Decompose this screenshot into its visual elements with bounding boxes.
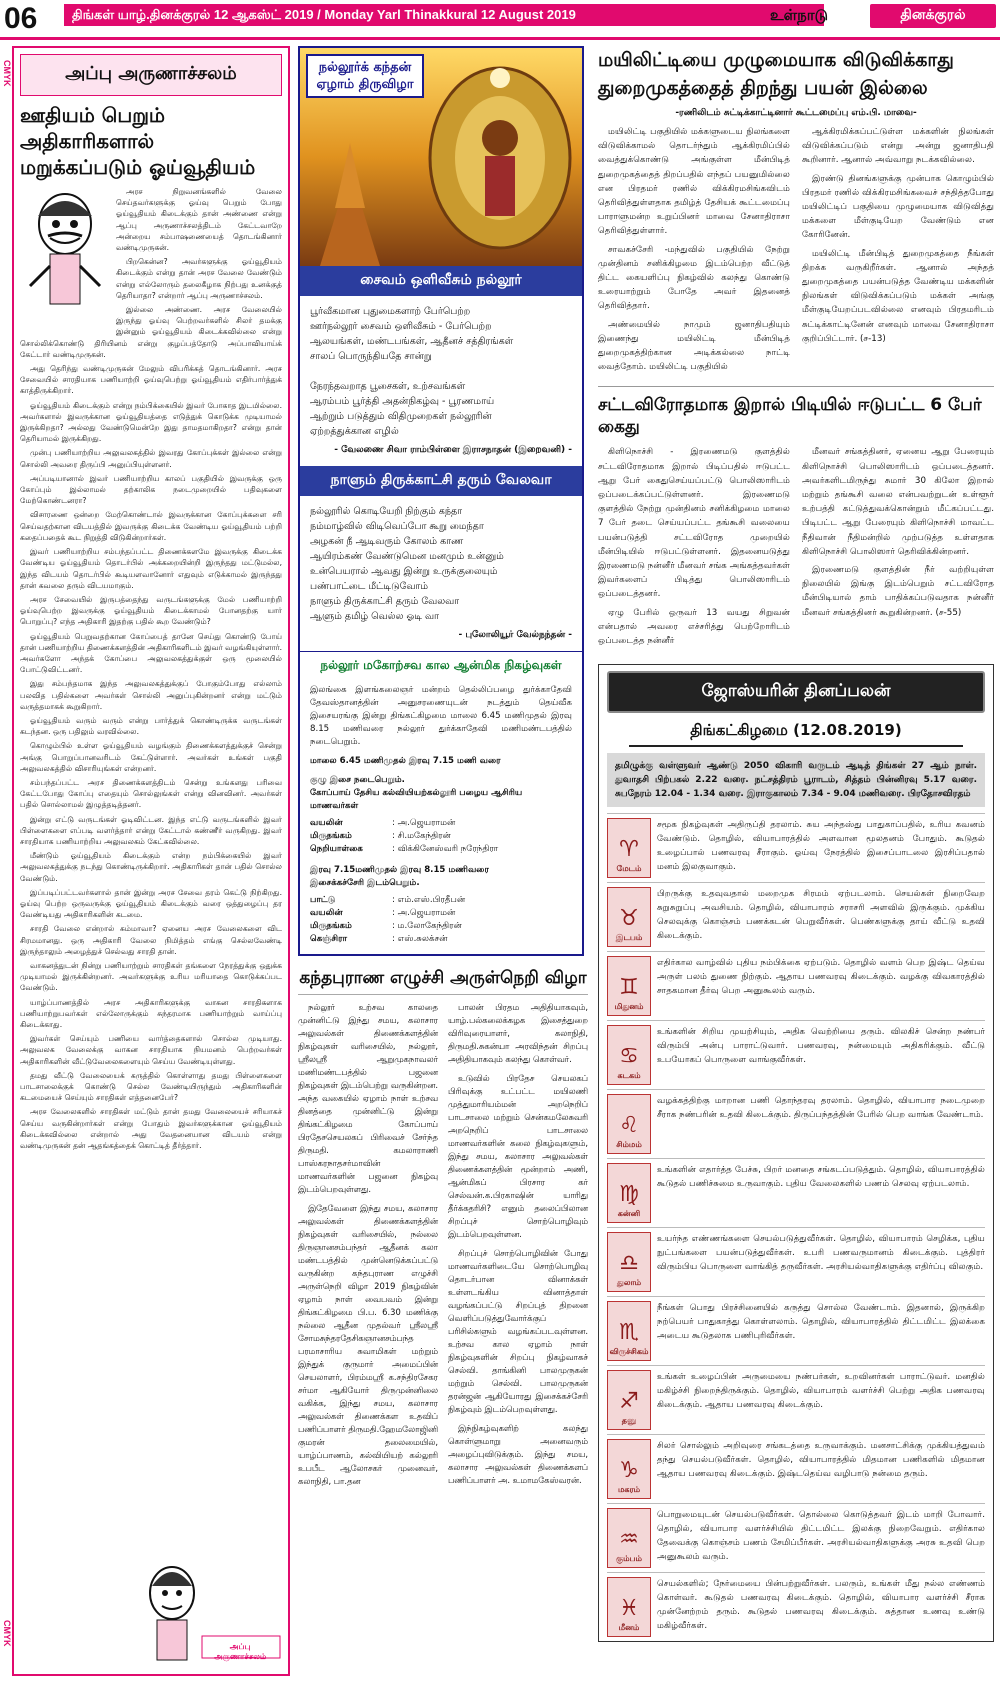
zodiac-icon: ♊ மிதுனம்: [607, 956, 651, 1016]
dateline-strip: திங்கள் யாழ்.தினக்குரல் 12 ஆகஸ்ட் 2019 / Monday Yarl Thinakkural 12 August 2019: [64, 4, 824, 26]
performer-role: வயலின்: [310, 818, 343, 828]
poem-line: நேரந்தவறாத பூசைகள், உற்சவங்கள்: [310, 381, 466, 392]
rasi-name: தனு: [621, 1416, 637, 1426]
kanda-paragraph: பாலன் பிரதம அதிதியாகவும், யாழ்.பல்கலைக்கழக இசைத்துறை விரிவுரையாளர், கலாநிதி, திருமதி.சுகன்யா அரவிந்தன் சிறப்பு அதிதியாகவும் கலந்து கொள்வர்.: [448, 1002, 588, 1064]
performer-role: நெறியாள்கை: [310, 844, 363, 854]
opinion-paragraph: இப்படிப்பட்டவர்களால் தான் இன்று அரச சேவை தரம் கெட்டு நிற்கிறது. ஓய்வு பெற்ற ஒருவருக்கு ஓய்வூதியம் கிடைக்கும் வரை ஒத்துழைப்பு தர வேண்டியது அதிகாரிகளின் கடமை.: [20, 887, 282, 920]
performer-row: [310, 894, 572, 907]
performer-name: : எஸ்.சுலக்சன்: [392, 934, 448, 944]
arrest-headline: சட்டவிரோதமாக இறால் பிடியில் ஈடுபட்ட 6 பேர் கைது: [598, 395, 982, 438]
rasi-prediction: சிலர் சொல்லும் அறிவுரை சங்கடத்தை உருவாக்கும். மனசாட்சிக்கு முக்கியத்துவம் தந்து செயல்படுவீர்கள். தொழில், வியாபாரத்தில் மிதமான பணிகளில் மிதமான ஆதாய பணவரவு கிடைக்கும். இஷ்டதெய்வ வழிபாடு நன்மை தரும்.: [657, 1441, 985, 1480]
rasi-name: மகரம்: [617, 1485, 641, 1495]
rasi-name: மிதுனம்: [614, 1002, 644, 1012]
rasi-name: கும்பம்: [616, 1554, 642, 1564]
rasi-row: [607, 1020, 985, 1089]
rasi-name: சிம்மம்: [616, 1140, 642, 1150]
mailitti-paragraph: அண்மையில் நாமும் ஜனாதிபதியும் இணைந்து மயிலிட்டி மீன்பிடித் துறைமுகத்திற்கான அடிக்கல்லை நாட்டி வைத்தோம். மயிலிட்டி பகுதியில்: [598, 319, 790, 373]
arrest-paragraph: ஏழு பேரில் ஒருவர் 13 வயது சிறுவன் என்பதால் அவரை எச்சரித்து பெற்றோரிடம் ஒப்படைத்த நன்னீர்: [598, 607, 790, 647]
poem-line: நாளும் திருக்காட்சி தரும் வேலவா: [310, 596, 460, 607]
arrest-paragraph: மீனவர் சங்கத்தினர், ஏனைய ஆறு பேரையும் கிளிநொச்சி பொலிஸாரிடம் ஒப்படைத்தனர். அவர்களிடமிருந்து சுமார் 30 கிலோ இறால் மற்றும் தங்கூசி வலை என்பவற்றுடன் உள்ளூர் உற்பத்தி கட்டுத்துவக்கொன்றும் மீட்கப்பட்டது. பிடிபட்ட ஆறு பேரையும் கிளிநொச்சி மாவட்ட நீதிவான் நீதிமன்றில் முற்படுத்த உள்ளதாக கிளிநொச்சி பொலிஸார் தெரிவிக்கின்றனர்.: [802, 447, 994, 557]
horoscope-day: திங்கட்கிழமை (12.08.2019): [629, 717, 963, 747]
zodiac-icon: ♉ இடபம்: [607, 887, 651, 947]
zodiac-icon: ♑ மகரம்: [607, 1439, 651, 1499]
performer-row: [310, 920, 572, 933]
kanda-paragraph: சிறப்புச் சொற்பொழிவின் போது மாணவர்களிடையே சொற்பொழிவு தொடர்பான வினாக்கள் உள்ளடங்கிய வினாத்தாள் வழங்கப்பட்டு சிறப்புத் திறனை வெளிப்படுத்துவோர்க்குப் பரிசில்களும் வழங்கப்படவுள்ளன. உற்சவ கால ஏழாம் நாள் நிகழ்வுகளின் சிறப்பு நிகழ்வாகச் செல்வி. தாங்கினி பாலமுருகன் மற்றும் செல்வி. பாலமுருகன் தரன்ஜன் ஆகியோரது இசைக்கச்சேரி நிகழ்வும் இடம்பெறவுள்ளது.: [448, 1248, 588, 1414]
opinion-column: [12, 46, 290, 1676]
cmyk-mark-bottom: CMYK: [2, 1620, 12, 1647]
performer-row: [310, 933, 572, 946]
rasi-prediction: பிறருக்கு உதவுவதால் மறைமுக சிரமம் ஏற்படலாம். செயல்கள் நிறைவேற சுறுசுறுப்பு அவசியம். தொழில், வியாபாரம் சராசரி அளவில் இருக்கும். முக்கிய செலவுக்கு கொஞ்சம் பணக்கடன் பெறுவீர்கள். பெண்களுக்கு தாய் வீட்டு உதவி கிடைக்கும்.: [657, 889, 985, 942]
zodiac-icon: ♏ விருச்சிகம்: [607, 1301, 651, 1361]
performer-role: மிருதங்கம்: [310, 921, 352, 931]
opinion-paragraph: இவர் பணியாற்றிய சம்பந்தப்பட்ட திணைக்களமே இவருக்கு கிடைக்க வேண்டிய ஓய்வூதியம் தொடர்பில் அக்கறையின்றி இருந்தது மட்டுமல்ல, இந்த விடயம் தொடர்பில் கூடியளவானோர் எதுவும் எடுக்காமல் இருந்தது தான் கவலை தரும் விடயமாகும்.: [20, 547, 282, 590]
poem-line: ஆயிரம்கண் வேண்டுமென மனமும் உன்னும்: [310, 551, 504, 562]
poem-line: ஆற்றும் படுத்தும் விதிமுறைகள் நல்லூரின்: [310, 411, 492, 422]
opinion-paragraph: விசாரணை ஒன்றை மேற்கொண்டால் இவருக்கான கோப்புக்களை சரி செய்வதற்கான விடயத்தில் இவருக்கு கிடைக்க வேண்டிய ஓய்வூதியம் பற்றி கதைப்பதைக் கூட நிறுத்தி விடுகின்றார்கள்.: [20, 510, 282, 542]
zodiac-icon: ♈ மேடம்: [607, 818, 651, 878]
opinion-paragraph: இல்லை அண்ணை. அரச வேலையில் இருந்து ஓய்வு பெற்றவர்களில் சிலர் தமக்கு இன்னும் ஓய்வூதியம் கிடைக்கவில்லை என்று சொல்லிக்கொண்டு திரியினம் என்று குழப்பத்தோடு அப்பாவியாய்க் கேட்டார் வண்டிமுருகன்.: [20, 305, 282, 359]
events-sub2: இசைக்கச்சேரி இடம்பெறும்.: [310, 878, 420, 888]
opinion-paragraph: அது தெரிந்து வண்டிமுருகன் மேலும் விபரிக்கத் தொடங்கினார். அரச சேவையில் சாரதியாக பணியாற்றி ஓய்வுபெற்று ஓய்வூதியம் எதிர்பார்த்துக் காத்திருக்கிறார்.: [20, 364, 282, 396]
rasi-name: மேடம்: [616, 864, 642, 874]
opinion-paragraph: முன்பு பணியாற்றிய அலுவலகத்தில் இவரது கோப்புக்கள் இல்லை என்று சொல்லி அவரை திருப்பி அனுப்பியுள்ளனர்.: [20, 448, 282, 469]
rasi-prediction: உயர்ந்த எண்ணங்களை செயல்படுத்துவீர்கள். தொழில், வியாபாரம் செழிக்க, புதிய நுட்பங்களை பயன்படுத்துவீர்கள். உபரி பணவருமானம் கிடைக்கும். புத்திரர் விரும்பிய பொருளை வாங்கித் தருவீர்கள். அரசியல்வாதிகளுக்கு எதிர்ப்பு விலகும்.: [657, 1234, 985, 1273]
rasi-prediction: வழக்கத்திற்கு மாறான பணி தொந்தரவு தரலாம். தொழில், வியாபார நடைமுறை சீராக நண்பரின் உதவி கிடைக்கும். திருப்பந்தத்தின் பேரில் பெற வாங்க வேண்டாம்.: [657, 1096, 985, 1121]
opinion-paragraph: அப்படியானால் இவர் பணியாற்றிய காலப் பகுதியில் இவருக்கு ஒரு கோப்பும் இல்லாமல் தற்காலிக நடைமுறையில் பதிவுகளை மேற்கொண்டனரா?: [20, 473, 282, 506]
page-header: [0, 0, 1000, 40]
poem2: [300, 496, 582, 651]
mailitti-paragraph: மயிலிட்டி மீன்பிடித் துறைமுகத்தை நீங்கள் திறக்க வருகிறீர்கள். ஆனால் அந்தத் துறைமுகத்தை பயன்படுத்த வேண்டிய மக்களின் நிலங்கள் விடுவிக்கப்படும் மக்கள் அங்கு மீள்குடியேறப்படவில்லை எனவும் பிரதமரிடம் சுட்டிக்காட்டினேன் எனவும் மாவை சேனாதிராசா குறிப்பிட்டார். (ச-13): [802, 248, 994, 344]
kanda-article: [298, 1001, 588, 1494]
column-banner: அப்பு அருணாச்சலம்: [20, 54, 282, 96]
performer-name: : ம.லோகேந்திரன்: [392, 921, 462, 931]
rasi-prediction: எதிர்கால வாழ்வில் புதிய நம்பிக்கை ஏற்படும். தொழில் வளம் பெற இஷ்ட தெய்வ அருள் பலம் துணை நிற்கும். ஆதாய பணவரவு கிடைக்கும். வழக்கு விவகாரத்தில் சாதகமான தீர்வு பெற அனுகூலம் வரும்.: [657, 958, 985, 997]
rasi-name: மீனம்: [618, 1623, 640, 1633]
rasi-prediction: உங்களின் எதார்த்த பேச்சு, பிறர் மனதை சங்கடப்படுத்தும். தொழில், வியாபாரத்தில் கூடுதல் பணிச்சுமை உருவாகும். புதிய வேலைகளில் பணம் செலவு ஏற்படலாம்.: [657, 1165, 985, 1190]
mailitti-article: [598, 125, 994, 378]
poem-line: ஆளும் தமிழ் வெல்ல ஓடி வா: [310, 611, 440, 622]
signature-text: அப்பு அருணாச்சலம்: [213, 1642, 267, 1661]
zodiac-icon: ♒ கும்பம்: [607, 1508, 651, 1568]
rasi-name: துலாம்: [616, 1278, 642, 1288]
page-number: 06: [4, 2, 38, 35]
poem-line: ஊர்நல்லூர் சைவம் ஒளிவீசும் - பேர்பெற்ற: [310, 321, 492, 332]
opinion-body: [20, 186, 282, 1151]
opinion-paragraph: ஓய்வூதியம் பெறுவதற்கான கோப்பைத் தானே செய்து கொண்டு போய் தான் பணியாற்றிய திணைக்களத்தின் அதிகாரிகளிடம் இவர் வழங்கியுள்ளார். அவர்களோ அந்தக் கோப்பை அலுவலகத்துக்குள் ஒரு மூலையில் போட்டுவிட்டனர்.: [20, 631, 282, 675]
kanda-headline: கந்தபுராண எழுச்சி அருள்நெறி விழா: [298, 968, 588, 995]
opinion-paragraph: பிறகென்ன? அவர்களுக்கு ஓய்வூதியம் கிடைக்கும் என்று தான் அரச வேலை வேண்டும் என்று எல்லோரும் தலைகீழாக நிற்பது உனக்குத் தெரியாதா? என்றார் ஆப்பு அருணாச்சலம்.: [116, 257, 282, 300]
performer-name: : அ.ஜெயராமன்: [392, 908, 456, 918]
opinion-paragraph: சம்பந்தப்பட்ட அரச திணைக்களத்திடம் சென்று உங்களது பரிவை கேட்டபோது கோப்பு எதையும் சொல்லுங்கள் என்று வினவினர். அவர்கள் பதில் சொல்லாமல் இழுத்தடித்தனர்.: [20, 777, 282, 810]
rasi-row: [607, 1227, 985, 1296]
poem-line: ஆலயங்கள், மண்டபங்கள், ஆதீனச் சத்திரங்கள்: [310, 336, 514, 347]
divider: [598, 386, 994, 387]
rasi-row: [607, 1434, 985, 1503]
poem2-credit: - புலோலியூர் வேல்நந்தன் -: [458, 630, 572, 640]
mailitti-headline: மயிலிட்டியை முழுமையாக விடுவிக்காது துறைமுகத்தைத் திறந்து பயன் இல்லை: [598, 49, 954, 99]
opinion-paragraph: ஓய்வூதியம் கிடைக்கும் என்று நம்பிக்கையில் இவர் போகாத இடமில்லை. அவர்களால் இவருக்கான ஓய்வூதியத்தை எடுத்துக் கொடுக்க முடியாமல் இருக்கிறதா? அல்லது வேண்டுமென்றே இது தாமதமாகிறதா? என்று தான் தெரியாமல் இருக்கிறது.: [20, 400, 282, 444]
poem-line: நல்லூரில் கொடியேறி நிற்கும் கந்தா: [310, 506, 463, 517]
rasi-prediction: பொறுமையுடன் செயல்படுவீர்கள். தொல்லை கொடுத்தவர் இடம் மாறி போவார். தொழில், வியாபார வளர்ச்சியில் திட்டமிட்ட இலக்கு நிறைவேறும். எதிர்கால தேவைக்கு கொஞ்சம் பணம் சேமிப்பீர்கள். அரசியல்வாதிகளுக்கு அரசு உதவி பெற அனுகூலம் வரும்.: [657, 1510, 985, 1563]
cartoon-illustration: [20, 186, 110, 326]
rasi-prediction: சமூக நிகழ்வுகள் அதிருப்தி தரலாம். சுய அந்தஸ்து பாதுகாப்பதில், உரிய கவனம் வேண்டும். தொழில், வியாபாரத்தில் அளவான மூலதனம் போதும். கூடுதல் உழைப்பால் பணவரவு சீராகும். ஓய்வு நேரத்தில் இசைப்பாடலை இரசிப்பதால் மனம் இலகுவாகும்.: [657, 820, 985, 873]
zodiac-icon: ♌ சிம்மம்: [607, 1094, 651, 1154]
performer-row: [310, 907, 572, 920]
horoscope-box: [598, 664, 994, 1642]
temple-photo: [300, 48, 582, 266]
performer-role: வயலின்: [310, 908, 343, 918]
middle-column: [298, 46, 588, 1494]
opinion-paragraph: ஓய்வூதியம் வரும் வரும் என்று பார்த்துக் கொண்டிருக்க வருடங்கள் கடந்தன. ஒரு பதிலும் வரவில்லை.: [20, 715, 282, 737]
opinion-paragraph: அரச வேலைகளில் சாரதிகள் மட்டும் தான் தமது வேலையைச் சரியாகச் செய்ய வருகின்றார்கள் என்று போதும் இவர்களுக்கான ஓய்வூதியம் கிடைக்கவில்லை என்றால் அது வேதனையான விடயம் என்று வண்டிமுருகன் தன் ஆதங்கத்தைக் கொட்டித் தீர்த்தார்.: [20, 1107, 282, 1151]
performer-row: [310, 817, 572, 830]
panchang-info: தமிழுக்கு வள்ளுவர் ஆண்டு 2050 விகாரி வருடம் ஆடித் திங்கள் 27 ஆம் நாள். துவாதசி பிற்பகல் 2.22 வரை. நட்சத்திரம் பூராடம், சித்தம் பின்னிரவு 5.17 வரை. சுபநேரம் 12.04 - 1.34 வரை. இராகுகாலம் 7.34 - 9.04 மணிவரை. பிரதோசவிரதம்: [607, 753, 985, 807]
opinion-paragraph: யாழ்ப்பாணத்தில் அரச அதிகாரிகளுக்கு வாகன சாரதிகளாக பணியாற்றுபவர்கள் எல்லோருக்கும் சுந்தரமாக பணியாற்றும் வாய்ப்பு கிடைக்காது.: [20, 997, 282, 1030]
performer-row: [310, 830, 572, 843]
newspaper-logo: தினக்குரல்: [870, 4, 996, 28]
section-label: உள்நாடு: [770, 6, 828, 24]
poem-line: நம்மாழ்வில் விடிவெப்போ கூறு மைந்தா: [310, 521, 484, 532]
rasi-row: [607, 951, 985, 1020]
opinion-paragraph: சாரதி வேலை என்றால் சும்மாவா? ஏனைய அரச வேலைகளை விட சிரமமானது. ஒரு அதிகாரி வேலை நிமித்தம் எங்கு செல்லவேண்டி இருந்தாலும் அழைத்துச் செல்வது சாரதி தான்.: [20, 924, 282, 956]
performer-role: மிருதங்கம்: [310, 831, 352, 841]
rasi-row: [607, 1572, 985, 1641]
zodiac-icon: ♐ தனு: [607, 1370, 651, 1430]
mailitti-paragraph: ஆக்கிரமிக்கப்பட்டுள்ள மக்களின் நிலங்கள் விடுவிக்கப்படும் என்று அன்று ஜனாதிபதி கூறினார். ஆனால் அவ்வாறு நடக்கவில்லை.: [802, 127, 994, 166]
rasi-prediction: செயல்களில்; நேர்மையை பின்பற்றுவீர்கள். பலரும், உங்கள் மீது நல்ல எண்ணம் கொள்வர். கூடுதல் பணவரவு கிடைக்கும். தொழில், வியாபார வளர்ச்சி சீராக முன்னேற்றம் தரும். கூடுதல் பணவரவு கிடைக்கும். சுத்தான உணவு உண்டு மகிழ்வீர்கள்.: [657, 1579, 985, 1632]
kanda-paragraph: இந்நிகழ்வுகளிற் கலந்து கொள்ளுமாறு அனைவரும் அழைப்புவிடுக்கும். இந்து சமய, கலாசார அலுவல்கள் திணைக்களப் பணிப்பாளர் அ. உமாமகேஸ்வரன்.: [448, 1423, 588, 1485]
poem1-heading: சைவம் ஒளிவீசும் நல்லூர்: [300, 266, 582, 296]
opinion-paragraph: இது சம்பந்தமாக இந்த அலுவலகத்துக்குப் போகும்போது எல்லாம் பலவித பதில்களை அவர்கள் சொல்லி அனுப்புகின்றனர் என்று மட்டும் வருத்தமாகக் கூறுகிறார்.: [20, 679, 282, 711]
poem-line: பூர்வீகமான புதுமைகளாற் பேர்பெற்ற: [310, 306, 471, 317]
kanda-paragraph: இதேவேளை இந்து சமய, கலாசார அலுவல்கள் திணைக்களத்தின் நிகழ்வுகள் வரிசையில், நல்லை திருஞானசம்பந்தர் ஆதீனக் கலா மண்டபத்தில் முன்னெடுக்கப்பட்டு வருகின்ற கந்தபுராண எழுச்சி அருள்நெறி விழா 2019 நிகழ்வின் ஏழாம் நாள் வைபவம் இன்று திங்கட்கிழமை பி.ப. 6.30 மணிக்கு நல்லை ஆதீன முதல்வர் ஸ்ரீலஸ்ரீ சோமசுந்தரதேசிகஞானசம்பந்த பரமாசாரிய சுவாமிகள் மற்றும் இந்துக் குருமார் அமைப்பின் செயலாளர், பிரம்மஸ்ரீ க.சந்திரசேகர சர்மா ஆகியோர் திருமுன்னிலை வகிக்க, இந்து சமய, கலாசார அலுவல்கள் திணைக்கள உதவிப் பணிப்பாளர் திருமதி.ஹேமலோஜினி குமரன் தலைமையில், யாழ்ப்பாணம், கல்வியியற் கல்லூரி உபபீட ஆலோசகர் முனைவர், கலாநிதி, பா.தன: [298, 1203, 438, 1486]
poem-line: உன்பெயரால் ஆவது இன்று உருக்குலையும்: [310, 566, 498, 577]
opinion-paragraph: அரச நிறுவனங்களில் வேலை செய்தவர்களுக்கு ஓய்வு பெறும் போது ஓய்வூதியம் கிடைக்கும் தான் அண்ணை என்று ஆப்பு அருணாச்சலத்திடம் கேட்டவாறே அன்றைய சம்பாஷணையைத் தொடங்கினார் வண்டிமுருகன்.: [116, 187, 282, 253]
events-time2: இரவு 7.15மணிமுதல் இரவு 8.15 மணிவரை: [310, 865, 489, 875]
poem-line: சாலப் பொருந்தியதே சான்று: [310, 351, 432, 362]
events-heading: நல்லூர் மகோற்சவ கால ஆன்மிக நிகழ்வுகள்: [300, 651, 582, 680]
rasi-name: கடகம்: [617, 1071, 641, 1081]
rasi-prediction: நீங்கள் பொது பிரச்சினையில் கருத்து சொல்ல வேண்டாம். இதனால், இருக்கிற நற்பெயர் பாதுகாத்து கொள்ளலாம். தொழில், வியாபாரத்தில் திட்டமிட்ட இலக்கை அடைய கூடுதலாக பணிபுரிவீர்கள்.: [657, 1303, 985, 1342]
rasi-row: [607, 1503, 985, 1572]
poem-line: பண்பாட்டை மீட்டிடுவோம்: [310, 581, 429, 592]
zodiac-icon: ♋ கடகம்: [607, 1025, 651, 1085]
rasi-prediction: உங்களின் சிறிய முயற்சியும், அதிக வெற்றியை தரும். விலகிச் சென்ற நண்பர் விரும்பி அன்பு பாராட்டுவார். பணவரவு, நன்மையும் அதிகரிக்கும். வீட்டு உபயோகப் பொருளை வாங்குவீர்கள்.: [657, 1027, 985, 1066]
events-sub1b: கோப்பாய் தேசிய கல்வியியற்கல்லூரி பழைய ஆசிரிய மாணவர்கள்: [310, 788, 523, 811]
events-time1: மாலை 6.45 மணிமுதல் இரவு 7.15 மணி வரை: [310, 756, 501, 766]
performer-role: பாட்டு: [310, 895, 336, 905]
opinion-paragraph: கொழும்பில் உள்ள ஓய்வூதியம் வழங்கும் திணைக்களத்துக்குச் சென்று அங்கு பொறுப்பானவரிடம் கேட்டுள்ளார். அவர்கள் உங்கள் பகுதி அலுவலகத்தில் விசாரியுங்கள் என்றனர்.: [20, 741, 282, 773]
rasi-name: இடபம்: [615, 933, 643, 943]
zodiac-icon: ♎ துலாம்: [607, 1232, 651, 1292]
festival-box: [298, 46, 584, 956]
poem-line: அழகன் நீ ஆடிவரும் கோலம் காண: [310, 536, 464, 547]
kanda-paragraph: நல்லூர் உற்சவ காலதை முன்னிட்டு இந்து சமய, கலாசார அலுவல்கள் திணைக்களத்தின் நிகழ்வுகள் வரிசையில், நல்லூர், ஸ்ரீலஸ்ரீ ஆறுமுகநாவலர் மணிமண்டபத்தில் பஜனை நிகழ்வுகள் இடம்பெற்று வருகின்றன. அந்த வகையில் ஏழாம் நாள் உற்சவ தினத்தை முன்னிட்டு இன்று திங்கட்கிழமை கோப்பாய் பிரதேசசெயலகப் பிரிவைச் சேர்ந்த திருமதி. கமலாராணி பாஸ்கரநாதசர்மாவின் மாணவர்களின் பஜனை நிகழ்வு இடம்பெறவுள்ளது.: [298, 1002, 438, 1194]
performer-row: [310, 843, 572, 856]
events-program: [300, 680, 582, 954]
poem-line: ஆரம்பம் பூர்த்தி அதன்நிகழ்வு - பூரணமாய்: [310, 396, 495, 407]
horoscope-title: ஜோஸ்யரின் தினப்பலன்: [607, 671, 985, 713]
performer-role: கெஞ்சிரா: [310, 934, 348, 944]
opinion-paragraph: இன்று எட்டு வருடங்கள் ஓடிவிட்டன. இந்த எட்டு வருடங்களில் இவர் பிள்ளைகளை எப்படி வளர்த்தார் என்று கேட்டால் கண்ணீர் வருகிறது. இவர் சாரதியாக பணியாற்றிய அலுவலகம் கேட்கவில்லை.: [20, 814, 282, 846]
opinion-paragraph: வாகனத்துடன் நின்று பணியாற்றும் சாரதிகள் தங்களை நேரத்துக்கு ஒதுக்க முடியாமல் இருக்கின்றனர். அவர்களுக்கு உரிய மரியாதை கொடுக்கப்பட வேண்டும்.: [20, 961, 282, 993]
events-sub1: குழு இசை நடைபெறும்.: [310, 775, 405, 785]
rasi-name: விருச்சிகம்: [609, 1347, 649, 1357]
rasi-row: [607, 1089, 985, 1158]
opinion-paragraph: மீண்டும் ஓய்வூதியம் கிடைக்கும் என்ற நம்பிக்கையில் இவர் அலுவலகத்துக்கு நடந்து கொண்டிருக்கிறார். அதிகாரிகள் தான் பதில் சொல்ல வேண்டும்.: [20, 851, 282, 883]
right-column: [598, 46, 994, 1642]
poem1: [300, 296, 582, 466]
poem1-credit: - வேலணை சிவா ராம்பிள்ளை இராசநாதன் (இறைவனி) -: [334, 445, 572, 455]
mailitti-paragraph: இரண்டு தினங்களுக்கு முன்பாக கொழும்பில் பிரதமர் ரணில் விக்கிரமசிங்கவைச் சந்தித்தபோது மயிலிட்டிப் பகுதியை முழுமையாக விடுவித்து மக்களை மீள்குடியேற வேண்டும் என கோரினேன்.: [802, 173, 994, 241]
performer-name: : எம்.எஸ்.பிரதீபன்: [392, 895, 466, 905]
opinion-headline: ஊதியம் பெறும் அதிகாரிகளால் மறுக்கப்படும் ஓய்வூதியம்: [20, 103, 256, 179]
events-intro: இலங்கை இளங்கலைஞர் மன்றம் தெல்லிப்பழை துர்க்காதேவி தேவஸ்தானத்தின் அனுசரணையுடன் நடத்தும் தெய்வீக இசையரங்கு இன்று திங்கட்கிழமை மாலை 6.45 மணிமுதல் இரவு 8.15 மணிவரை நல்லூர் துர்க்காதேவி மணிமண்டபத்தில் நடைபெறும்.: [310, 685, 572, 747]
rasi-row: [607, 1158, 985, 1227]
opinion-paragraph: அரச சேவையில் இருபத்தைந்து வருடங்களுக்கு மேல் பணியாற்றி ஓய்வுபெற்ற இவருக்கு ஓய்வூதியம் கிடைக்காமல் போனதற்கு யார் பொறுப்பு? எந்த அதிகாரி இதற்கு பதில் கூற வேண்டும்?: [20, 594, 282, 627]
rasi-row: [607, 1365, 985, 1434]
poem2-heading: நாளும் திருக்காட்சி தரும் வேலவா: [300, 466, 582, 496]
rasi-row: [607, 813, 985, 882]
performer-name: : சி.மகேந்திரன்: [392, 831, 451, 841]
poem-line: ஏற்றத்துக்கான எழில்: [310, 426, 399, 437]
arrest-paragraph: கிளிநொச்சி - இரணைமடு குளத்தில் சட்டவிரோதமாக இறால் பிடிப்பதில் ஈடுபட்ட ஆறு பேர் கைதுசெய்யப்பட்டு பொலிஸாரிடம் ஒப்படைக்கப்பட்டுள்ளனர். இரணைமடு குளத்தில் நேற்று முன்தினம் சனிக்கிழமை மாலை 7 பேர் தடை செய்யப்பட்ட தங்கூசி வலையை பயன்படுத்தி சட்டவிரோத முறையில் மீன்பிடியில் ஈடுபட்டுள்ளனர். இதனையடுத்து இரணைமடு நன்னீர் மீனவர் சங்க அங்கத்தவர்கள் இவர்களைப் பிடித்து பொலிஸாரிடம் ஒப்படைத்தனர்.: [598, 447, 790, 600]
rasi-row: [607, 882, 985, 951]
mailitti-subhead: -ரணிலிடம் சுட்டிக்காட்டினார் கூட்டமைப்பு எம்.பி. மாவை-: [675, 108, 917, 118]
cmyk-mark-top: CMYK: [2, 60, 12, 87]
performer-name: : விக்கினேஸ்வரி நரேந்திரா: [392, 844, 499, 854]
arrest-paragraph: இரணைமடு குளத்தின் நீர் வற்றியுள்ள நிலையில் இங்கு இடம்பெறும் சட்டவிரோத மீன்பிடியால் தாம் பாதிக்கப்படுவதாக நன்னீர் மீனவர் சங்கத்தினர் கூறுகின்றனர். (ச-55): [802, 565, 994, 618]
arrest-article: [598, 445, 994, 652]
opinion-paragraph: இவர்கள் செய்யும் பணியை வார்த்தைகளால் சொல்ல முடியாது. அலுவலக வேலைக்கு வாகன சாரதியாக நியமனம் பெற்றவர்கள் அதிகாரிகளின் வீட்டுவேலைகளையும் செய்ய வேண்டியுள்ளது.: [20, 1034, 282, 1066]
kanda-paragraph: உடுவில் பிரதேச செயலகப் பிரிவுக்கு உட்பட்ட மயிலணி முத்துமாரியம்மன் அறநெறிப் பாடசாலை மற்றும் சென்கமலேசுவரி அறநெறிப் பாடசாலை மாணவர்களின் கலை நிகழ்வுகளும், இந்து சமய, கலாசார அலுவல்கள் திணைக்களத்தின் மூன்றாம் அணி, ஆன்மிகப் பிரசார கர் செல்வன்.க.பிரகாஷின் யாரிது தீர்க்கதரிசி? எனும் தலைப்பிலான சிறப்புச் சொற்பொழிவும் இடம்பெறவுள்ளன.: [448, 1073, 588, 1239]
rasi-row: [607, 1296, 985, 1365]
rasi-name: கன்னி: [617, 1209, 641, 1219]
rasi-prediction: உங்கள் உழைப்பின் அருமையை நண்பர்கள், உறவினர்கள் பாராட்டுவர். மனதில் மகிழ்ச்சி நிறைந்திருக்கும். தொழில், வியாபாரம் வளர்ச்சி பெற்று அதிக பணவரவு கிடைக்கும். ஆதாய பணவரவு கிடைக்கும்.: [657, 1372, 985, 1411]
zodiac-icon: ♓ மீனம்: [607, 1577, 651, 1637]
opinion-paragraph: தமது வீட்டு வேலையைக் கருத்தில் கொள்ளாது தமது பிள்ளைகளை பாடசாலைக்குக் கொண்டு செல்ல வேண்டியிருந்தும் அதிகாரிகளின் கடமையைச் செய்யும் சாரதிகள் எத்தனைபேர்?: [20, 1070, 282, 1103]
performer-name: : அ.ஜெயராமன்: [392, 818, 456, 828]
festival-title: நல்லூர்க் கந்தன் ஏழாம் திருவிழா: [306, 54, 424, 98]
mailitti-paragraph: மயிலிட்டி பகுதியில் மக்களுடைய நிலங்களை விடுவிக்காமல் தொடர்ந்தும் ஆக்கிரமிப்பில் வைத்துக்கொண்டு அங்குள்ள மீன்பிடித் துறைமுகத்தைத் திறப்பதில் எந்தப் பயனுமில்லை என பிரதமர் ரணில் விக்கிரமசிங்கவிடம் தெரிவித்துள்ளதாக தமிழ்த் தேசியக் கூட்டமைப்பு பாராளுமன்ற உறுப்பினர் மாவை சேனாதிராசா தெரிவித்துள்ளார்.: [598, 127, 790, 237]
mailitti-paragraph: சாவகச்சேரி -மந்துவில் பகுதியில் நேற்று முன்தினம் சனிக்கிழமை இடம்பெற்ற வீட்டுத் திட்ட கையளிப்பு நிகழ்வில் கலந்து கொண்டு உரையாற்றும் போதே அவர் இதனைத் தெரிவித்தார்.: [598, 244, 790, 312]
poem-line: [310, 364, 572, 379]
zodiac-icon: ♍ கன்னி: [607, 1163, 651, 1223]
